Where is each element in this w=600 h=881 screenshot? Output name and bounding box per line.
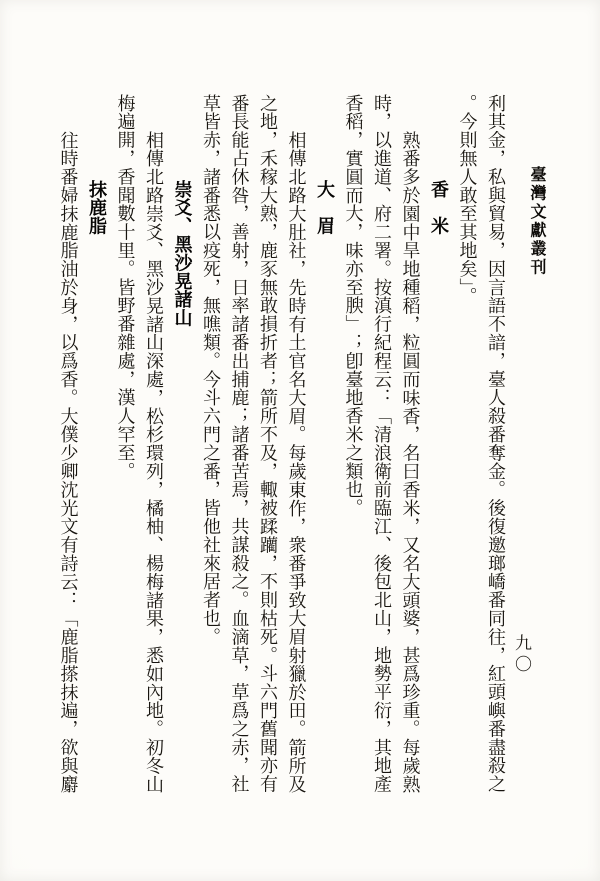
text-column-paragraph-start: 相傳北路大肚社，先時有土官名大眉。每歲東作，衆番爭致大眉射獵於田。箭所及 — [286, 131, 307, 794]
text-column: 時，以進道、府二署。按滇行紀程云：「清浪衛前臨江、後包北山，地勢平衍，其地產 — [372, 94, 392, 794]
page-number: 九〇 — [512, 634, 531, 676]
text-column: 番長能占休咎，善射，日率諸番出捕鹿；諸番苦焉，共謀殺之。血滴草，草爲之赤，社 — [229, 94, 250, 794]
vertical-text-body — [54, 94, 510, 796]
section-heading-mo-lu-zhi: 抹鹿脂 — [87, 180, 107, 236]
section-heading-xiang-mi: 香 米 — [429, 180, 449, 236]
text-column: 草皆赤，諸番悉以疫死，無噍類。今斗六門之番，皆他社來居者也。 — [201, 94, 221, 646]
text-column-paragraph-start: 往時番婦抹鹿脂油於身，以爲香。大僕少卿沈光文有詩云：「鹿脂搽抹遍，欲與麝 — [58, 131, 79, 794]
text-column-paragraph-start: 熟番多於園中旱地種稻，粒圓而味香，名曰香米，又名大頭婆，甚爲珍重。每歲熟 — [400, 131, 421, 794]
section-heading-da-mei: 大 眉 — [315, 180, 335, 236]
text-column: 之地，禾稼大熟，鹿豕無敢損折者；箭所不及，輙被蹂躪，不則枯死。斗六門舊聞亦有 — [258, 94, 278, 794]
text-column: 梅遍開，香聞數十里。皆野番雜處，漢人罕至。 — [115, 94, 136, 481]
text-column: 香稻，實圓而大，味亦至腴」；卽臺地香米之類也。 — [343, 94, 364, 518]
text-column-paragraph-start: 相傳北路崇爻、黑沙晃諸山深處，松杉環列，橘柚、楊梅諸果，悉如內地。初冬山 — [144, 131, 164, 794]
text-column-continuation: 利其金，私與貿易，因言語不諳，臺人殺番奪金。後復邀瑯嶠番同往，紅頭嶼番盡殺之 — [486, 94, 506, 794]
section-heading-chongyao-heishahuang: 崇爻、黑沙晃諸山 — [172, 180, 193, 328]
text-column: 。今則無人敢至其地矣」。 — [457, 94, 478, 306]
journal-running-title: 臺灣文獻叢刊 — [528, 166, 545, 277]
